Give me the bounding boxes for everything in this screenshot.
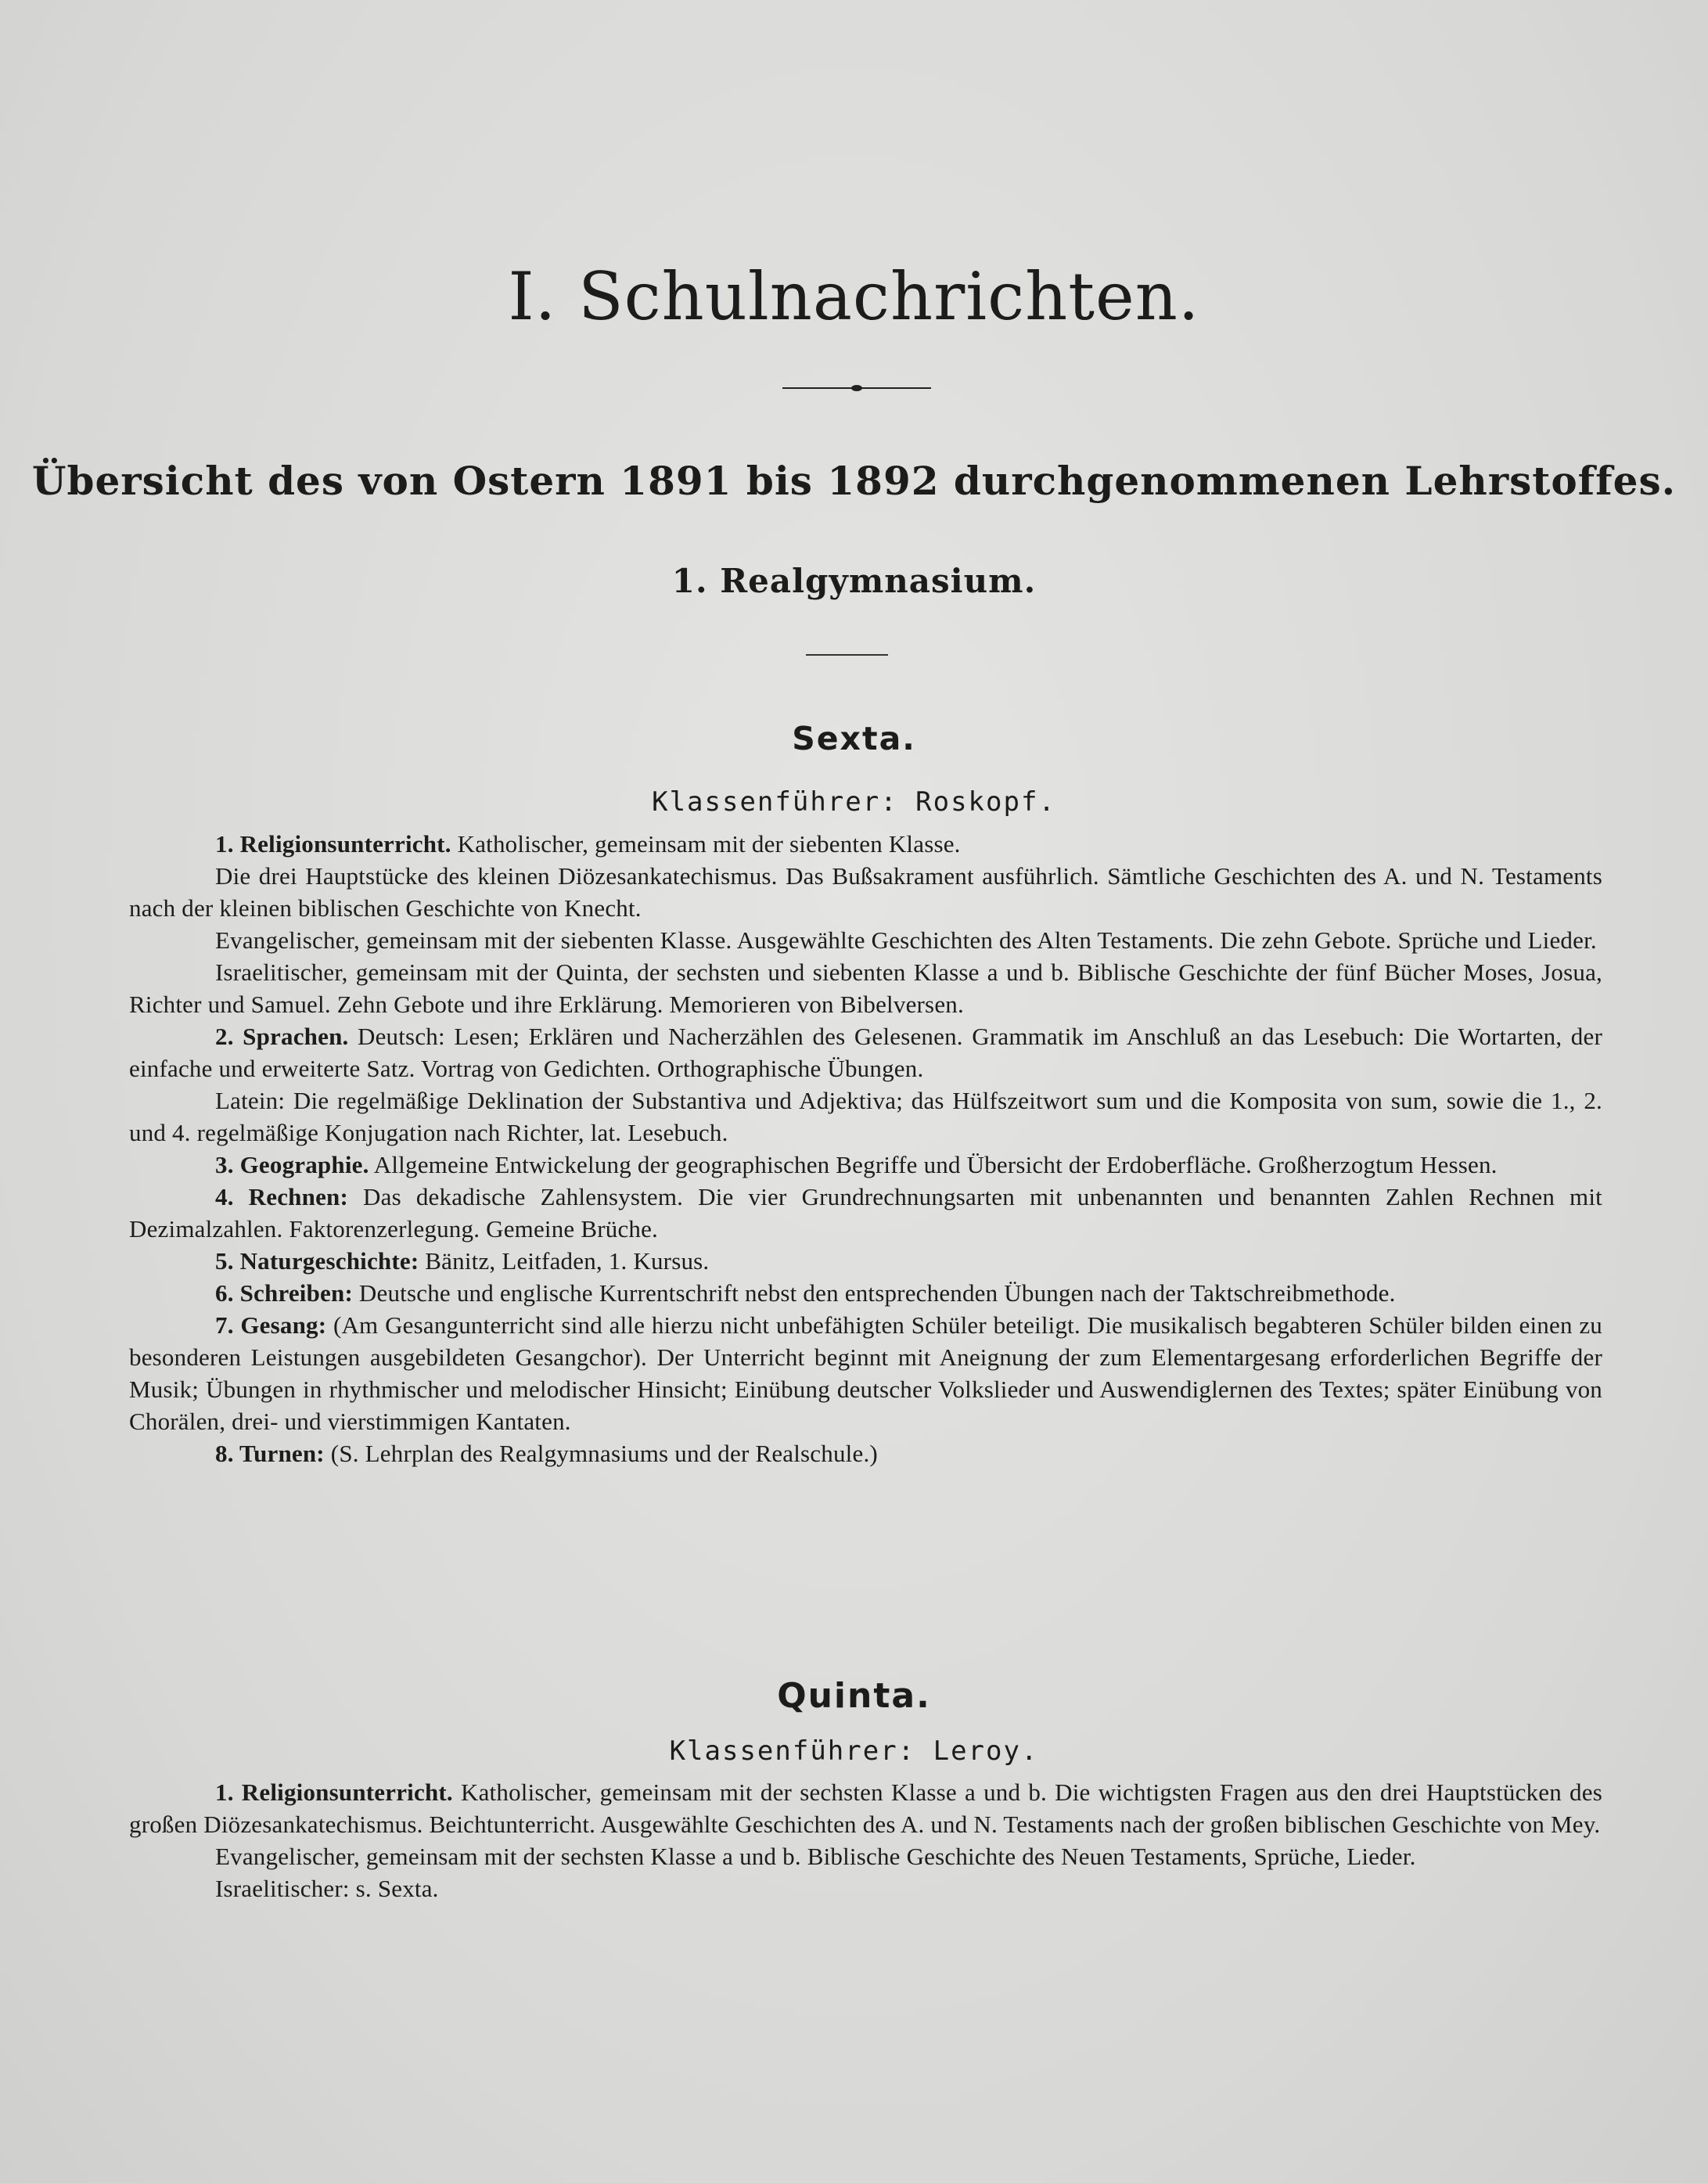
paragraph-text: Bänitz, Leitfaden, 1. Kursus. <box>419 1247 710 1275</box>
subject-label: 4. Rechnen: <box>215 1183 348 1210</box>
curriculum-paragraph <box>129 1776 1602 1840</box>
curriculum-paragraph <box>129 860 1602 924</box>
paragraph-text: Deutsch: Lesen; Erklären und Nacherzählen des Gelesenen. Grammatik im Anschluß an das Lesebuch: Die Wortarten, der einfache und erweiterte Satz. Vortrag von Gedichten. Orthographische Übungen. <box>129 1023 1602 1082</box>
paragraph-text: (Am Gesangunterricht sind alle hierzu nicht unbefähigten Schüler beteiligt. Die musikalisch begabteren Schüler bilden einen zu besonderen Leistungen ausgebildeten Gesangchor). Der Unterricht beginnt mit Aneignung der zum Elementargesang erforderlichen Begriffe der Musik; Übungen in rhythmischer und melodischer Hinsicht; Einübung deutscher Volkslieder und Auswendiglernen des Textes; später Einübung von Chorälen, drei- und vierstimmigen Kantaten. <box>129 1311 1603 1435</box>
class-title-quinta: Quinta. <box>777 1676 931 1716</box>
quinta-curriculum <box>129 1776 1602 1904</box>
curriculum-paragraph <box>129 1840 1602 1872</box>
subject-label: 2. Sprachen. <box>215 1023 349 1050</box>
curriculum-paragraph <box>129 828 1602 860</box>
curriculum-paragraph <box>129 1872 1602 1904</box>
curriculum-paragraph <box>129 924 1602 956</box>
curriculum-paragraph <box>129 1181 1602 1245</box>
subject-label: 8. Turnen: <box>215 1440 325 1467</box>
paragraph-text: (S. Lehrplan des Realgymnasiums und der Realschule.) <box>324 1440 878 1467</box>
subject-label: 1. Religionsunterricht. <box>215 1778 453 1806</box>
ornament-dot <box>851 385 862 391</box>
curriculum-paragraph <box>129 1020 1602 1084</box>
main-title: I. Schulnachrichten. <box>508 258 1200 335</box>
paragraph-text: Allgemeine Entwickelung der geographischen Begriffe und Übersicht der Erdoberfläche. Großherzogtum Hessen. <box>369 1151 1498 1178</box>
paragraph-text: Latein: Die regelmäßige Deklination der Substantiva und Adjektiva; das Hülfszeitwort sum und die Komposita von sum, sowie die 1., 2. und 4. regelmäßige Konjugation nach Richter, lat. Lesebuch. <box>129 1087 1602 1146</box>
class-teacher-quinta: Klassenführer: Leroy. <box>669 1735 1039 1767</box>
curriculum-paragraph <box>129 1084 1602 1149</box>
paragraph-text: Die drei Hauptstücke des kleinen Diözesankatechismus. Das Bußsakrament ausführlich. Sämtliche Geschichten des A. und N. Testaments nach der kleinen biblischen Geschichte von Knecht. <box>129 862 1602 922</box>
paragraph-text: Israelitischer, gemeinsam mit der Quinta, der sechsten und siebenten Klasse a und b. Biblische Geschichte der fünf Bücher Moses, Josua, Richter und Samuel. Zehn Gebote und ihre Erklärung. Memorieren von Bibelversen. <box>129 958 1602 1018</box>
section-rule <box>806 654 888 656</box>
curriculum-paragraph <box>129 1245 1602 1277</box>
class-title-sexta: Sexta. <box>792 720 916 757</box>
paragraph-text: Evangelischer, gemeinsam mit der siebenten Klasse. Ausgewählte Geschichten des Alten Testaments. Die zehn Gebote. Sprüche und Lieder. <box>215 926 1597 954</box>
subject-label: 1. Religionsunterricht. <box>215 830 451 858</box>
curriculum-paragraph <box>129 1277 1602 1309</box>
subject-label: 6. Schreiben: <box>215 1279 353 1307</box>
subject-label: 5. Naturgeschichte: <box>215 1247 419 1275</box>
paragraph-text: Evangelischer, gemeinsam mit der sechsten Klasse a und b. Biblische Geschichte des Neuen Testaments, Sprüche, Lieder. <box>215 1843 1416 1870</box>
class-teacher-sexta: Klassenführer: Roskopf. <box>652 786 1056 818</box>
paragraph-text: Israelitischer: s. Sexta. <box>215 1875 439 1902</box>
paragraph-text: Deutsche und englische Kurrentschrift nebst den entsprechenden Übungen nach der Taktschreibmethode. <box>352 1279 1396 1307</box>
curriculum-paragraph <box>129 956 1602 1020</box>
subject-label: 3. Geographie. <box>215 1151 369 1178</box>
paragraph-text: Das dekadische Zahlensystem. Die vier Grundrechnungsarten mit unbenannten und benannten Zahlen Rechnen mit Dezimalzahlen. Faktorenzerlegung. Gemeine Brüche. <box>129 1183 1602 1243</box>
school-heading: 1. Realgymnasium. <box>671 562 1037 600</box>
subject-label: 7. Gesang: <box>215 1311 327 1339</box>
curriculum-paragraph <box>129 1149 1602 1181</box>
paragraph-text: Katholischer, gemeinsam mit der siebenten Klasse. <box>451 830 961 858</box>
paragraph-text: Katholischer, gemeinsam mit der sechsten Klasse a und b. Die wichtigsten Fragen aus den drei Hauptstücken des großen Diözesankatechismus. Beichtunterricht. Ausgewählte Geschichten des A. und N. Testaments nach der großen biblischen Geschichte von Mey. <box>129 1778 1602 1838</box>
curriculum-paragraph <box>129 1309 1602 1437</box>
overview-subtitle: Übersicht des von Ostern 1891 bis 1892 durchgenommenen Lehrstoffes. <box>31 458 1677 504</box>
sexta-curriculum <box>129 828 1602 1469</box>
curriculum-paragraph <box>129 1437 1602 1469</box>
title-ornament <box>782 385 931 391</box>
